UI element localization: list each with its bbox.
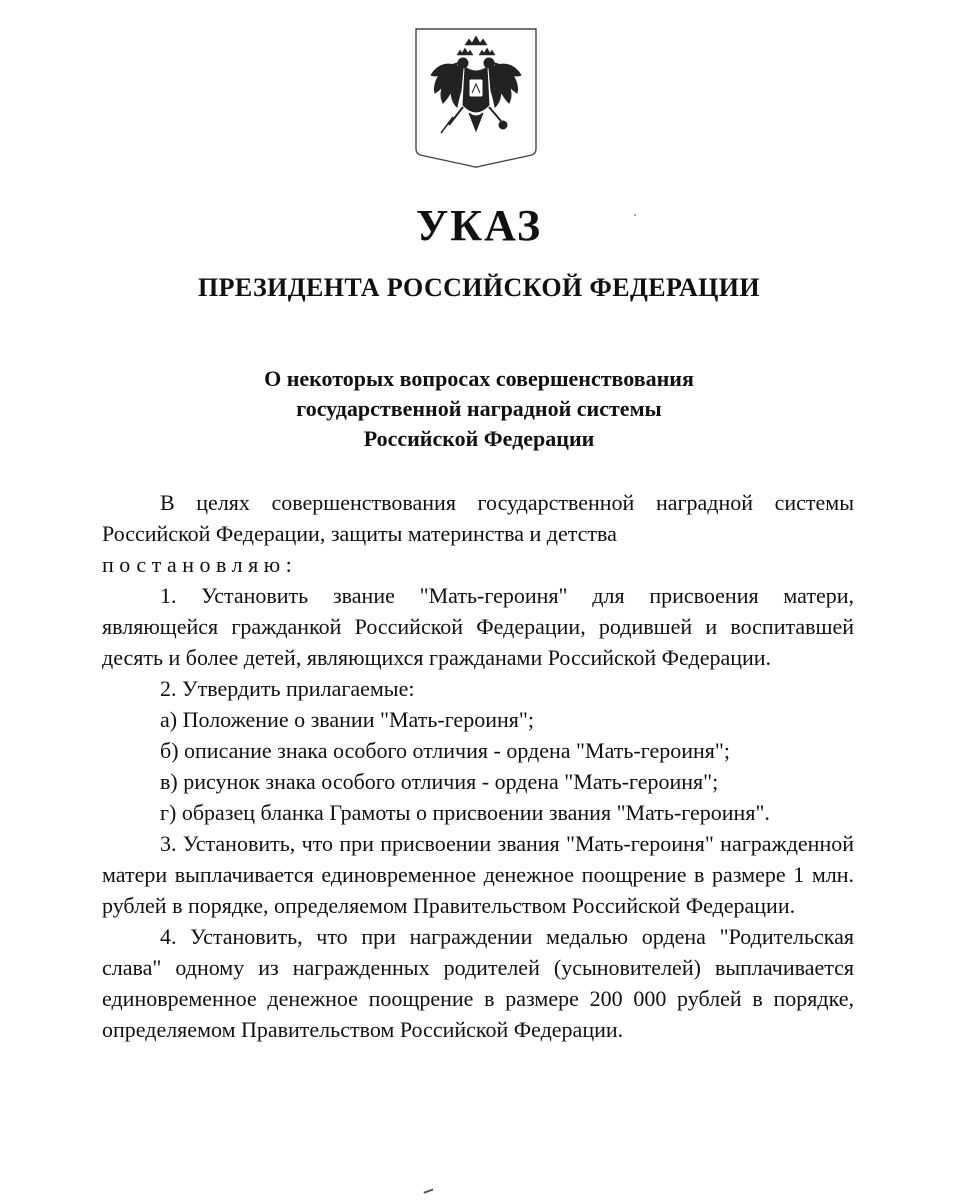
item-2c: в) рисунок знака особого отличия - ордена "Мать-героиня"; — [160, 769, 719, 794]
decree-word: постановляю: — [102, 552, 298, 577]
item-2a: а) Положение о звании "Мать-героиня"; — [160, 707, 534, 732]
item-1: 1. Установить звание "Мать-героиня" для присвоения матери, являющейся гражданкой Российской Федерации, родившей и воспитавшей десять и более детей, являющихся гражданами Российской Федерации. — [102, 583, 854, 670]
item-2b: б) описание знака особого отличия - ордена "Мать-героиня"; — [160, 738, 730, 763]
item-2: 2. Утвердить прилагаемые: — [160, 676, 415, 701]
intro-paragraph: В целях совершенствования государственной наградной системы Российской Федерации, защиты материнства и детства — [102, 490, 854, 546]
item-3: 3. Установить, что при присвоении звания "Мать-героиня" награжденной матери выплачивается единовременное денежное поощрение в размере 1 млн. рублей в порядке, определяемом Правительством Российской Федерации. — [102, 831, 854, 918]
document-subtitle: ПРЕЗИДЕНТА РОССИЙСКОЙ ФЕДЕРАЦИИ — [198, 273, 760, 302]
coat-of-arms-emblem — [413, 27, 539, 169]
page-edge-mark — [423, 1188, 434, 1196]
heading-line: О некоторых вопросах совершенствования — [264, 366, 694, 391]
heading-line: государственной наградной системы — [296, 396, 662, 421]
item-4: 4. Установить, что при награждении медалью ордена "Родительская слава" одному из награжденных родителей (усыновителей) выплачивается единовременное денежное поощрение в размере 200 000 рублей в порядке, определяемом Правительством Российской Федерации. — [102, 924, 854, 1042]
item-2d: г) образец бланка Грамоты о присвоении звания "Мать-героиня". — [160, 800, 770, 825]
document-title: УКАЗ — [415, 201, 543, 250]
decree-body — [102, 487, 854, 1045]
heading-line: Российской Федерации — [363, 426, 595, 451]
decree-heading — [0, 364, 958, 454]
